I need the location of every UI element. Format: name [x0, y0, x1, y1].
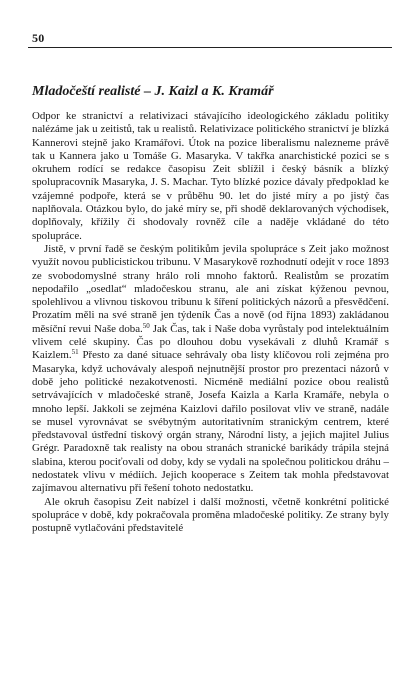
text-segment: Přesto za dané situace sehrávaly oba listy klíčovou roli zejména pro Masaryka, když uchovávaly alespoň nejnutnější prostor pro prezentaci názorů v době jeho politické nezakotvenosti. Nicméně mediální pozice obou realistů setrvávajících v mladočeské straně, Josefa Kaizla a Karla Kramáře, nebyla o mnoho lepší. Jakkoli se zejména Kaizlovi dařilo posilovat vliv ve straně, nadále se musel vyrovnávat se svébytným autoritativním stranickým centrem, které představoval ústřední tiskový orgán strany, Národní listy, a jejich majitel Julius Grégr. Paradoxně tak realisty na obou stranách stranické barikády trápila stejná slabina, kterou pociťovali od doby, kdy se vydali na společnou politickou dráhu – nedostatek vlivu v médiích. Jejich kooperace s Zeitem tak mohla představovat zajímavou alternativu při řešení tohoto nedostatku. — [32, 349, 389, 495]
paragraph — [32, 110, 389, 243]
page-number: 50 — [32, 31, 45, 45]
text-segment: Ale okruh časopisu Zeit nabízel i další možnosti, včetně konkrétní politické spolupráce v době, kdy pokračovala proměna mladočeské politiky. Ze strany byly postupně vytlačováni představitelé — [32, 495, 389, 535]
header-rule — [28, 47, 392, 48]
text-segment: Odpor ke stranictví a relativizaci stávajícího ideologického základu politiky nalézáme jak u zeitistů, tak u realistů. Relativizace politického stranictví je blízká Kannerovi stejně jako Kramářovi. Útok na pozice liberalismu nalezneme právě tak u Kannera jako u Tomáše G. Masaryka. V takřka anarchistické pozici se s okruhem rodící se redakce časopisu Zeit sblížil i český básník a blízký spolupracovník Masaryka, J. S. Machar. Tyto blízké pozice dávaly předpoklad ke vzájemné podpoře, která se v průběhu 90. let do jisté míry a po jistý čas naplňovala. Otázkou bylo, do jaké míry se, při shodě deklarovaných východisek, doplňovaly, křížily či shodovaly rovněž cíle a naděje vkládané do této spolupráce. — [32, 110, 389, 242]
paragraph — [32, 496, 389, 536]
footnote-ref-51[interactable]: 51 — [71, 348, 79, 357]
body-text — [32, 110, 389, 536]
chapter-title: Mladočeští realisté – J. Kaizl a K. Kramář — [32, 84, 274, 99]
text-segment: Jak Čas, tak i Naše doba vyrůstaly pod intelektuálním vlivem celé skupiny. Čas po dlouhou dobu vysekávali z dluhů Kramář s Kaizlem. — [32, 322, 389, 362]
text-segment: Jistě, v první řadě se českým politikům jevila spolupráce s Zeit jako možnost využít novou publicistickou tribunu. V Masarykově rozhodnutí odejít v roce 1893 ze svobodomyslné strany hrálo roli mnoho faktorů. Realistům se prozatím nepodařilo „osedlat“ mladočeskou stranu, ale ani získat kýženou pevnou, spolehlivou a vlivnou tiskovou tribunu k šíření politických názorů a přesvědčení. Prozatím měli na své straně jen týdeník Čas a nově (od října 1893) zakládanou měsíční revui Naše doba. — [32, 242, 389, 335]
paragraph — [32, 243, 389, 496]
footnote-ref-50[interactable]: 50 — [142, 321, 150, 330]
